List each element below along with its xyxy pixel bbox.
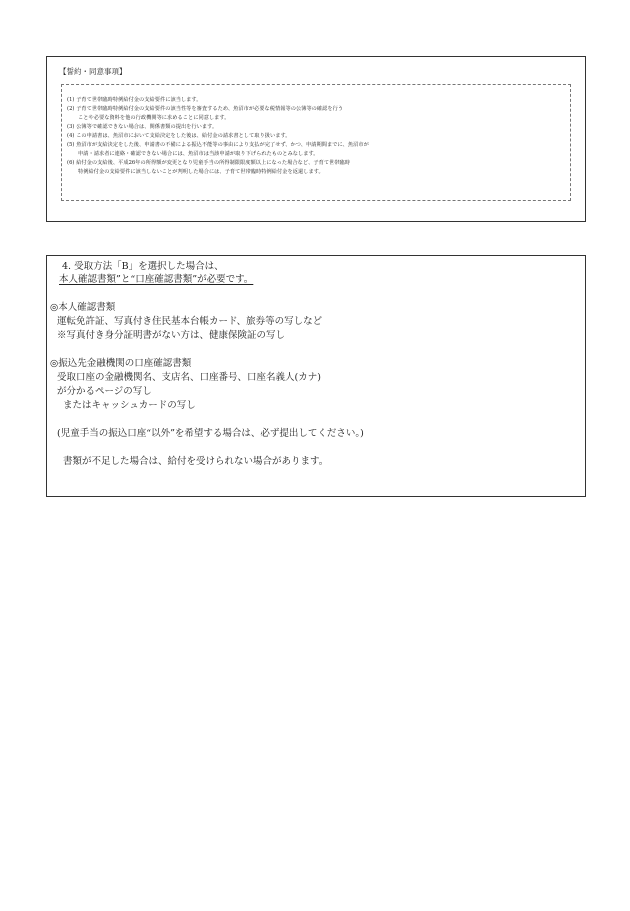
bank-documents-line: またはキャッシュカードの写し [63,400,196,411]
agreement-item: (6) 給付金の支給後、平成26年の所得額が変更となり児童手当の所得制限限度額以上になった場合など、子育て世帯臨時 [67,160,351,166]
agreement-item: 特例給付金の支給要件に該当しないことが判明した場合には、子育て世帯臨時特例給付金を返還します。 [78,169,324,175]
bank-documents-line: が分かるページの写し [57,386,152,397]
agreement-title: 【誓約・同意事項】 [59,67,127,76]
agreement-item: (3) 公簿等で確認できない場合は、関係書類の提出を行います。 [67,124,218,130]
required-documents-notice: 本人確認書類”と“口座確認書類”が必要です。 [59,274,254,285]
id-documents-line: ※写真付き身分証明書がない方は、健康保険証の写し [57,330,286,341]
agreement-item: (5) 魚沼市が支給決定をした後、申請書の不備による振込不能等の事由により支払が完了せず、かつ、申請期間までに、魚沼市が [67,142,369,148]
agreement-items-list [67,96,369,177]
agreement-item: (2) 子育て世帯臨時特例給付金の支給要件の該当性等を審査するため、魚沼市が必要な税情報等の公簿等の確認を行う [67,106,344,112]
agreement-items-box [61,84,571,201]
agreement-item: (4) この申請書は、魚沼市において支給決定をした後は、給付金の請求書として取り扱います。 [67,133,291,139]
bank-documents-heading: ◎振込先金融機関の口座確認書類 [50,358,192,369]
agreement-item: ことや必要な資料を他の行政機関等に求めることに同意します。 [78,115,230,121]
agreement-item: (1) 子育て世帯臨時特例給付金の支給要件に該当します。 [67,97,202,103]
agreement-item: 申請・請求者に連絡・確認できない場合には、魚沼市は当該申請が取り下げられたものとみなします。 [78,151,319,157]
bank-account-note: (児童手当の振込口座“以外”を希望する場合は、必ず提出してください。) [57,428,364,439]
id-documents-heading: ◎本人確認書類 [50,302,116,313]
agreement-section [46,56,586,222]
receipt-method-heading: 4. 受取方法「B」を選択した場合は、 [62,261,224,272]
bank-documents-line: 受取口座の金融機関名、支店名、口座番号、口座名義人(カナ) [57,372,321,383]
id-documents-line: 運転免許証、写真付き住民基本台帳カード、旅券等の写しなど [57,316,323,327]
required-documents-section [46,255,586,497]
insufficient-documents-note: 書類が不足した場合は、給付を受けられない場合があります。 [63,456,329,467]
